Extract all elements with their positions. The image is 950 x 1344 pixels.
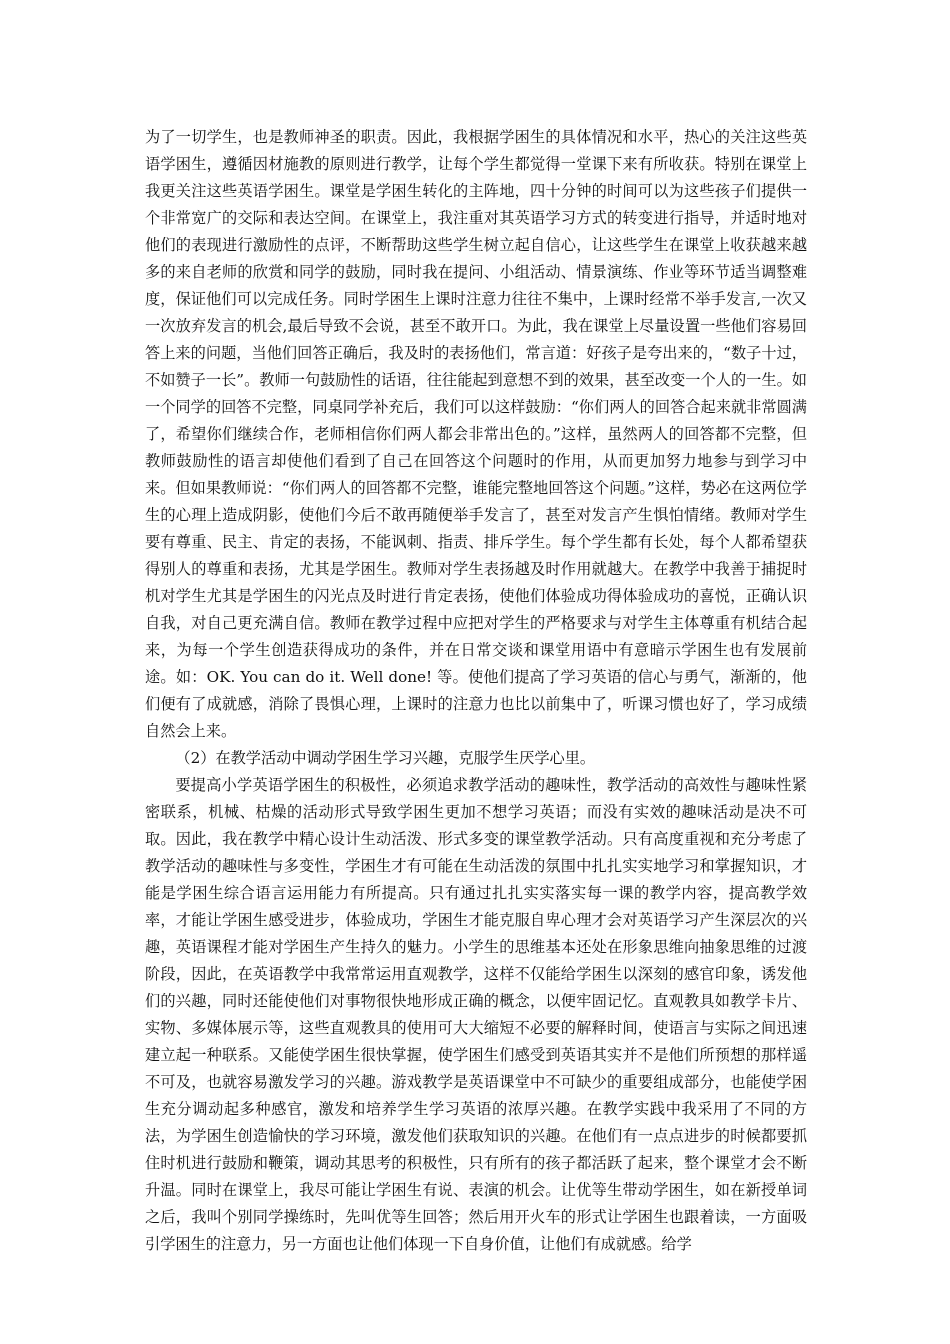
- paragraph-activity-interest: 要提高小学英语学困生的积极性，必须追求教学活动的趣味性，教学活动的高效性与趣味性紧密联系，机械、枯燥的活动形式导致学困生更加不想学习英语；而没有实效的趣味活动是决不可取。因此，我在教学中精心设计生动活泼、形式多变的课堂教学活动。只有高度重视和充分考虑了教学活动的趣味性与多变性，学困生才有可能在生动活泼的氛围中扎扎实实地学习和掌握知识，才能是学困生综合语言运用能力有所提高。只有通过扎扎实实落实每一课的教学内容，提高教学效率，才能让学困生感受进步，体验成功，学困生才能克服自卑心理才会对英语学习产生深层次的兴趣，英语课程才能对学困生产生持久的魅力。小学生的思维基本还处在形象思维向抽象思维的过渡阶段，因此，在英语教学中我常常运用直观教学，这样不仅能给学困生以深刻的感官印象，诱发他们的兴趣，同时还能使他们对事物很快地形成正确的概念，以便牢固记忆。直观教具如教学卡片、实物、多媒体展示等，这些直观教具的使用可大大缩短不必要的解释时间，使语言与实际之间迅速建立起一种联系。又能使学困生很快掌握，使学困生们感受到英语其实并不是他们所预想的那样遥不可及，也就容易激发学习的兴趣。游戏教学是英语课堂中不可缺少的重要组成部分，也能使学困生充分调动起多种感官，激发和培养学生学习英语的浓厚兴趣。在教学实践中我采用了不同的方法，为学困生创造愉快的学习环境，激发他们获取知识的兴趣。在他们有一点点进步的时候都要抓住时机进行鼓励和鞭策，调动其思考的积极性，只有所有的孩子都活跃了起来，整个课堂才会不断升温。同时在课堂上，我尽可能让学困生有说、表演的机会。让优等生带动学困生，如在新授单词之后，我叫个别同学操练时，先叫优等生回答；然后用开火车的形式让学困生也跟着读，一方面吸引学困生的注意力，另一方面也让他们体现一下自身价值，让他们有成就感。给学: [145, 776, 807, 1253]
- section-heading-interest: （2）在教学活动中调动学困生学习兴趣，克服学生厌学心里。: [175, 749, 596, 767]
- document-body: [145, 124, 807, 1258]
- paragraph-praise-encouragement: 为了一切学生，也是教师神圣的职责。因此，我根据学困生的具体情况和水平，热心的关注这些英语学困生，遵循因材施教的原则进行教学，让每个学生都觉得一堂课下来有所收获。特别在课堂上我更关注这些英语学困生。课堂是学困生转化的主阵地，四十分钟的时间可以为这些孩子们提供一个非常宽广的交际和表达空间。在课堂上，我注重对其英语学习方式的转变进行指导，并适时地对他们的表现进行激励性的点评，不断帮助这些学生树立起自信心，让这些学生在课堂上收获越来越多的来自老师的欣赏和同学的鼓励，同时我在提问、小组活动、情景演练、作业等环节适当调整难度，保证他们可以完成任务。同时学困生上课时注意力往往不集中，上课时经常不举手发言,一次又一次放弃发言的机会,最后导致不会说，甚至不敢开口。为此，我在课堂上尽量设置一些他们容易回答上来的问题，当他们回答正确后，我及时的表扬他们，常言道：好孩子是夸出来的，“数子十过，不如赞子一长”。教师一句鼓励性的话语，往往能起到意想不到的效果，甚至改变一个人的一生。如一个同学的回答不完整，同桌同学补充后，我们可以这样鼓励：“你们两人的回答合起来就非常圆满了，希望你们继续合作，老师相信你们两人都会非常出色的。”这样，虽然两人的回答都不完整，但教师鼓励性的语言却使他们看到了自己在回答这个问题时的作用，从而更加努力地参与到学习中来。但如果教师说：“你们两人的回答都不完整，谁能完整地回答这个问题。”这样，势必在这两位学生的心理上造成阴影，使他们今后不敢再随便举手发言了，甚至对发言产生惧怕情绪。教师对学生要有尊重、民主、肯定的表扬，不能讽刺、指责、排斥学生。每个学生都有长处，每个人都希望获得别人的尊重和表扬，尤其是学困生。教师对学生表扬越及时作用就越大。在教学中我善于捕捉时机对学生尤其是学困生的闪光点及时进行肯定表扬，使他们体验成功得体验成功的喜悦，正确认识自我，对自己更充满自信。教师在教学过程中应把对学生的严格要求与对学生主体尊重有机结合起来，为每一个学生创造获得成功的条件，并在日常交谈和课堂用语中有意暗示学困生也有发展前途。如：OK. You can do it. Well done! 等。使他们提高了学习英语的信心与勇气，渐渐的，他们便有了成就感，消除了畏惧心理，上课时的注意力也比以前集中了，听课习惯也好了，学习成绩自然会上来。: [145, 128, 807, 740]
